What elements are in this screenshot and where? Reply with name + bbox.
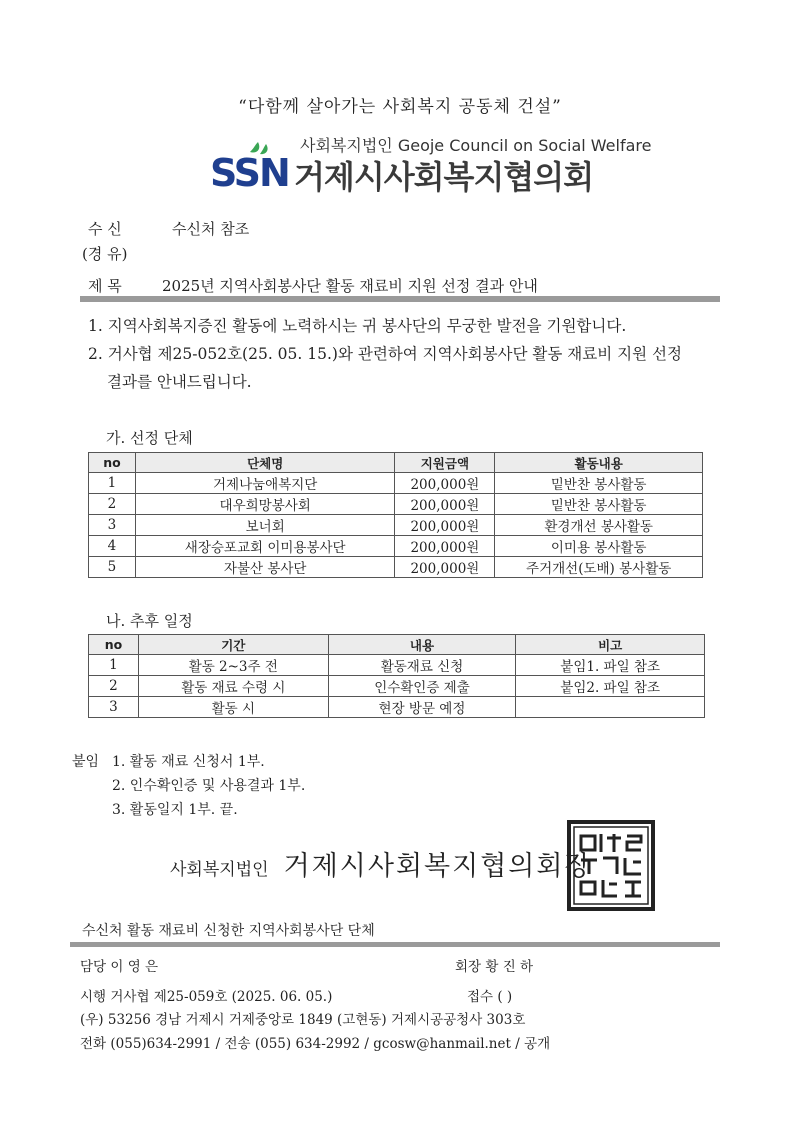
subject-value: 2025년 지역사회봉사단 활동 재료비 지원 선정 결과 안내 [162, 277, 538, 295]
cell-activity: 이미용 봉사활동 [495, 536, 703, 557]
cell-no: 1 [89, 473, 136, 494]
cell-content: 현장 방문 예정 [328, 697, 516, 718]
paragraph-2-line-2: 결과를 안내드립니다. [107, 373, 252, 391]
selected-groups-table [88, 452, 703, 578]
cell-activity: 밑반찬 봉사활동 [495, 494, 703, 515]
cell-note [516, 697, 705, 718]
cell-note: 붙임2. 파일 참조 [516, 676, 705, 697]
cell-period: 활동 2~3주 전 [138, 655, 328, 676]
postal-address: (우) 53256 경남 거제시 거제중앙로 1849 (고현동) 거제시공공청사 303호 [80, 1012, 526, 1028]
cell-no: 3 [89, 515, 136, 536]
contact-info: 전화 (055)634-2991 / 전송 (055) 634-2992 / gcosw@hanmail.net / 공개 [80, 1036, 551, 1052]
cell-content: 활동재료 신청 [328, 655, 516, 676]
col-header-no: no [89, 635, 139, 655]
section-b-title: 나. 추후 일정 [106, 612, 193, 630]
paragraph-2-line-1: 2. 거사협 제25-052호(25. 05. 15.)와 관련하여 지역사회봉사단 활동 재료비 지원 선정 [88, 345, 682, 363]
table-row [89, 494, 703, 515]
schedule-table [88, 634, 705, 718]
cell-no: 4 [89, 536, 136, 557]
cell-group-name: 새장승포교회 이미용봉사단 [135, 536, 395, 557]
table-row [89, 697, 705, 718]
svg-text:SSN: SSN [210, 151, 289, 190]
signature-line [170, 844, 593, 883]
table-row [89, 473, 703, 494]
recipient-value: 수신처 참조 [172, 220, 250, 238]
enforcement-number: 시행 거사협 제25-059호 (2025. 06. 05.) [80, 989, 333, 1005]
col-header-group-name: 단체명 [135, 453, 395, 473]
receipt-field: 접수 ( ) [467, 989, 513, 1005]
cell-amount: 200,000원 [395, 473, 495, 494]
cell-note: 붙임1. 파일 참조 [516, 655, 705, 676]
cell-no: 2 [89, 494, 136, 515]
subject-label: 제 목 [88, 277, 122, 295]
footer-recipients: 수신처 활동 재료비 신청한 지역사회봉사단 단체 [82, 923, 375, 939]
paragraph-1: 1. 지역사회복지증진 활동에 노력하시는 귀 봉사단의 무궁한 발전을 기원합니다. [88, 317, 627, 335]
table-row [89, 676, 705, 697]
cell-group-name: 대우희망봉사회 [135, 494, 395, 515]
footer-rule [70, 942, 720, 947]
cell-amount: 200,000원 [395, 515, 495, 536]
cell-group-name: 보너회 [135, 515, 395, 536]
table-row [89, 557, 703, 578]
cell-period: 활동 시 [138, 697, 328, 718]
table-row [89, 655, 705, 676]
official-seal-icon [565, 818, 657, 913]
col-header-amount: 지원금액 [395, 453, 495, 473]
header-rule [80, 296, 720, 302]
table-row [89, 536, 703, 557]
logo-subtitle: 사회복지법인 Geoje Council on Social Welfare [300, 136, 652, 155]
slogan: “다함께 살아가는 사회복지 공동체 건설” [238, 97, 562, 117]
col-header-activity: 활동내용 [495, 453, 703, 473]
cell-amount: 200,000원 [395, 536, 495, 557]
chairperson: 회장 황 진 하 [455, 959, 534, 975]
ssn-logo [210, 140, 290, 190]
cell-amount: 200,000원 [395, 494, 495, 515]
cell-no: 1 [89, 655, 139, 676]
cell-no: 3 [89, 697, 139, 718]
section-a-title: 가. 선정 단체 [106, 429, 193, 447]
col-header-no: no [89, 453, 136, 473]
logo-org-name: 거제시사회복지협의회 [294, 158, 594, 196]
cell-amount: 200,000원 [395, 557, 495, 578]
attachments-label: 붙임 [72, 754, 100, 770]
recipient-label: 수 신 [88, 220, 122, 238]
cell-activity: 환경개선 봉사활동 [495, 515, 703, 536]
cell-activity: 주거개선(도배) 봉사활동 [495, 557, 703, 578]
staff-in-charge: 담당 이 영 은 [80, 959, 159, 975]
col-header-period: 기간 [138, 635, 328, 655]
attachment-item: 1. 활동 재료 신청서 1부. [112, 754, 265, 770]
cell-activity: 밑반찬 봉사활동 [495, 473, 703, 494]
signature-prefix: 사회복지법인 [170, 860, 269, 880]
cell-period: 활동 재료 수령 시 [138, 676, 328, 697]
signature-org: 거제시사회복지협의회장 [283, 851, 593, 882]
cell-content: 인수확인증 제출 [328, 676, 516, 697]
cell-no: 2 [89, 676, 139, 697]
col-header-content: 내용 [328, 635, 516, 655]
cell-group-name: 거제나눔애복지단 [135, 473, 395, 494]
cell-group-name: 자불산 봉사단 [135, 557, 395, 578]
attachment-item: 2. 인수확인증 및 사용결과 1부. [112, 778, 306, 794]
attachment-item: 3. 활동일지 1부. 끝. [112, 802, 238, 818]
col-header-note: 비고 [516, 635, 705, 655]
cell-no: 5 [89, 557, 136, 578]
via-label: (경 유) [82, 245, 128, 263]
table-row [89, 515, 703, 536]
